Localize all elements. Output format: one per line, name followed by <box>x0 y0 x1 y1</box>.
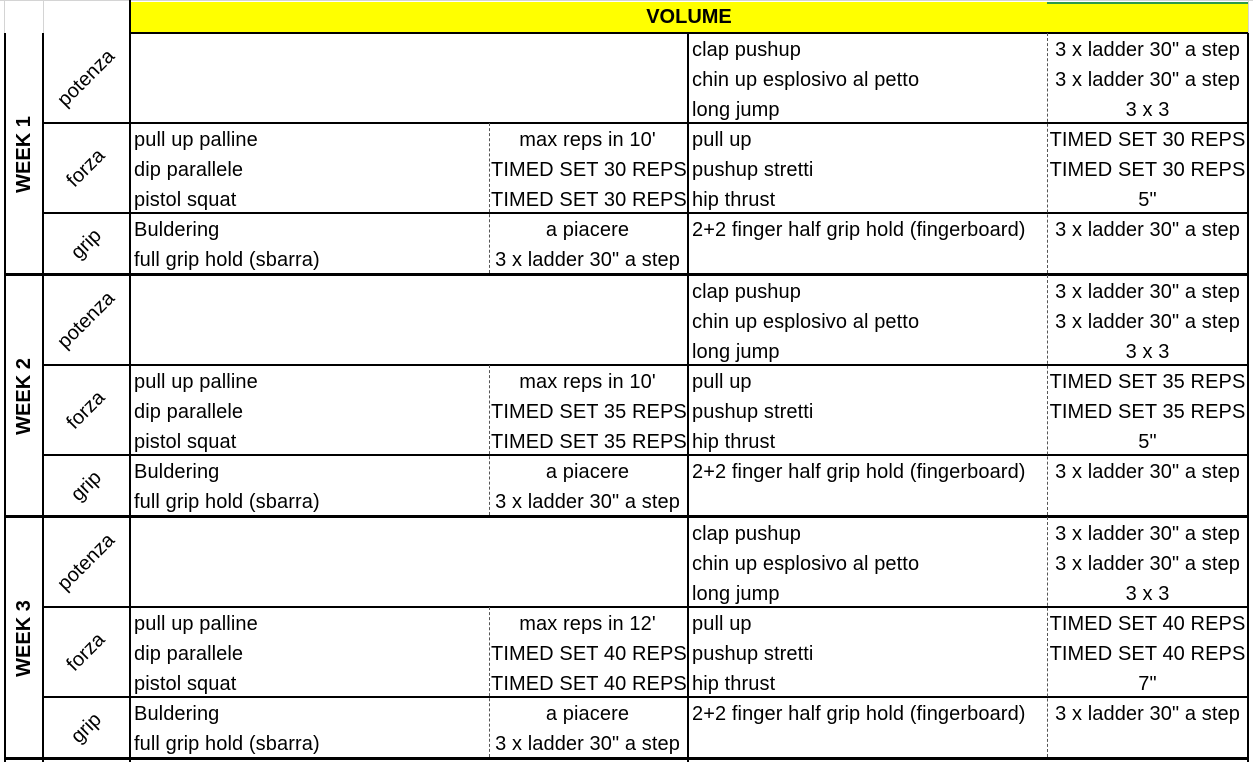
exercise-cell[interactable]: long jump <box>692 583 780 605</box>
category-label-text: grip <box>66 466 106 506</box>
value-cell[interactable]: TIMED SET 30 REPS <box>491 189 687 211</box>
value-cell[interactable]: 3 x 3 <box>1125 341 1170 363</box>
gridline <box>0 0 1253 1</box>
exercise-cell[interactable]: pistol squat <box>134 431 237 453</box>
exercise-cell[interactable]: chin up esplosivo al petto <box>692 553 920 575</box>
exercise-cell[interactable]: pull up palline <box>134 613 258 635</box>
value-cell[interactable]: 3 x ladder 30" a step <box>495 249 680 271</box>
value-cell[interactable]: 3 x ladder 30" a step <box>495 491 680 513</box>
exercise-cell[interactable]: pushup stretti <box>692 401 814 423</box>
exercise-cell[interactable]: pull up palline <box>134 371 258 393</box>
gridline <box>1248 0 1253 1</box>
exercise-cell[interactable]: dip parallele <box>134 159 244 181</box>
value-cell[interactable]: 3 x ladder 30" a step <box>1055 461 1240 483</box>
value-cell[interactable]: 5" <box>1138 189 1157 211</box>
exercise-cell[interactable]: long jump <box>692 341 780 363</box>
value-cell[interactable]: a piacere <box>545 461 630 483</box>
value-cell[interactable]: 3 x ladder 30" a step <box>1055 219 1240 241</box>
value-cell[interactable]: a piacere <box>545 219 630 241</box>
exercise-cell[interactable]: full grip hold (sbarra) <box>134 491 320 513</box>
dashed-separator <box>1047 275 1048 515</box>
value-cell[interactable]: TIMED SET 35 REPS <box>1049 401 1246 423</box>
value-cell[interactable]: 5" <box>1138 431 1157 453</box>
category-label-text: grip <box>66 708 106 748</box>
header-border-left <box>129 0 131 33</box>
category-label-text: potenza <box>53 286 120 353</box>
dashed-separator <box>1047 517 1048 757</box>
value-cell[interactable]: TIMED SET 40 REPS <box>1049 613 1246 635</box>
category-label-potenza <box>43 275 130 365</box>
value-cell[interactable]: 3 x ladder 30" a step <box>495 733 680 755</box>
dashed-separator <box>489 607 490 757</box>
value-cell[interactable]: TIMED SET 40 REPS <box>1049 643 1246 665</box>
exercise-cell[interactable]: Buldering <box>134 219 220 241</box>
header-title: VOLUME <box>646 6 732 28</box>
value-cell[interactable]: 3 x ladder 30" a step <box>1055 281 1240 303</box>
week-label-text: WEEK 1 <box>12 115 35 193</box>
value-cell[interactable]: max reps in 10' <box>519 371 656 393</box>
value-cell[interactable]: TIMED SET 35 REPS <box>491 401 687 423</box>
exercise-cell[interactable]: full grip hold (sbarra) <box>134 733 320 755</box>
value-cell[interactable]: 3 x 3 <box>1125 583 1170 605</box>
category-label-text: potenza <box>53 44 120 111</box>
value-cell[interactable]: TIMED SET 35 REPS <box>1049 371 1246 393</box>
value-cell[interactable]: 3 x 3 <box>1125 99 1170 121</box>
dashed-separator <box>1047 33 1048 273</box>
value-cell[interactable]: max reps in 10' <box>519 129 656 151</box>
category-label-potenza <box>43 517 130 607</box>
exercise-cell[interactable]: clap pushup <box>692 523 801 545</box>
category-label-text: potenza <box>53 528 120 595</box>
week-label-text: WEEK 2 <box>12 357 35 435</box>
exercise-cell[interactable]: 2+2 finger half grip hold (fingerboard) <box>692 219 1026 241</box>
exercise-cell[interactable]: pull up palline <box>134 129 258 151</box>
exercise-cell[interactable]: dip parallele <box>134 401 244 423</box>
category-label-grip <box>43 697 130 759</box>
exercise-cell[interactable]: pull up <box>692 371 752 393</box>
week-label <box>5 275 43 517</box>
category-label-text: forza <box>62 386 110 434</box>
value-cell[interactable]: TIMED SET 35 REPS <box>491 431 687 453</box>
exercise-cell[interactable]: pull up <box>692 613 752 635</box>
exercise-cell[interactable]: chin up esplosivo al petto <box>692 69 920 91</box>
value-cell[interactable]: a piacere <box>545 703 630 725</box>
category-label-text: forza <box>62 144 110 192</box>
week-label-text: WEEK 3 <box>12 599 35 677</box>
exercise-cell[interactable]: chin up esplosivo al petto <box>692 311 920 333</box>
value-cell[interactable]: max reps in 12' <box>519 613 656 635</box>
border-right <box>1247 33 1249 762</box>
category-label-grip <box>43 455 130 517</box>
gridline <box>43 0 44 33</box>
value-cell[interactable]: TIMED SET 30 REPS <box>1049 129 1246 151</box>
exercise-cell[interactable]: pistol squat <box>134 189 237 211</box>
week-label <box>5 517 43 759</box>
exercise-cell[interactable]: 2+2 finger half grip hold (fingerboard) <box>692 461 1026 483</box>
value-cell[interactable]: 3 x ladder 30" a step <box>1055 523 1240 545</box>
exercise-cell[interactable]: clap pushup <box>692 39 801 61</box>
value-cell[interactable]: 3 x ladder 30" a step <box>1055 553 1240 575</box>
exercise-cell[interactable]: Buldering <box>134 461 220 483</box>
border-col-e <box>687 33 689 762</box>
dashed-separator <box>489 123 490 273</box>
exercise-cell[interactable]: long jump <box>692 99 780 121</box>
category-label-text: grip <box>66 224 106 264</box>
exercise-cell[interactable]: 2+2 finger half grip hold (fingerboard) <box>692 703 1026 725</box>
value-cell[interactable]: 3 x ladder 30" a step <box>1055 703 1240 725</box>
value-cell[interactable]: TIMED SET 30 REPS <box>491 159 687 181</box>
exercise-cell[interactable]: Buldering <box>134 703 220 725</box>
category-label-forza <box>43 123 130 213</box>
exercise-cell[interactable]: pistol squat <box>134 673 237 695</box>
value-cell[interactable]: 3 x ladder 30" a step <box>1055 69 1240 91</box>
header-border-bottom <box>130 32 1248 34</box>
value-cell[interactable]: 3 x ladder 30" a step <box>1055 39 1240 61</box>
category-label-forza <box>43 607 130 697</box>
exercise-cell[interactable]: pushup stretti <box>692 643 814 665</box>
exercise-cell[interactable]: hip thrust <box>692 189 776 211</box>
exercise-cell[interactable]: clap pushup <box>692 281 801 303</box>
category-label-potenza <box>43 33 130 123</box>
category-label-grip <box>43 213 130 275</box>
exercise-cell[interactable]: hip thrust <box>692 673 776 695</box>
dashed-separator <box>489 365 490 515</box>
exercise-cell[interactable]: dip parallele <box>134 643 244 665</box>
exercise-cell[interactable]: hip thrust <box>692 431 776 453</box>
value-cell[interactable]: 7" <box>1138 673 1157 695</box>
value-cell[interactable]: TIMED SET 40 REPS <box>491 673 687 695</box>
category-label-forza <box>43 365 130 455</box>
value-cell[interactable]: 3 x ladder 30" a step <box>1055 311 1240 333</box>
category-label-text: forza <box>62 628 110 676</box>
value-cell[interactable]: TIMED SET 30 REPS <box>1049 159 1246 181</box>
exercise-cell[interactable]: full grip hold (sbarra) <box>134 249 320 271</box>
week-label <box>5 33 43 275</box>
exercise-cell[interactable]: pull up <box>692 129 752 151</box>
exercise-cell[interactable]: pushup stretti <box>692 159 814 181</box>
value-cell[interactable]: TIMED SET 40 REPS <box>491 643 687 665</box>
